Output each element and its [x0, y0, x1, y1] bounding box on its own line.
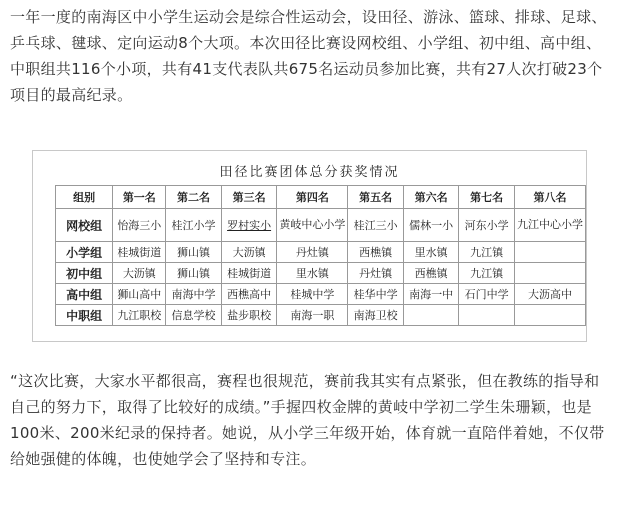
table-row: [56, 242, 586, 263]
table-cell: 石门中学: [459, 284, 515, 305]
table-cell: 黄岐中心小学: [277, 209, 348, 242]
table-cell: 桂城街道: [113, 242, 166, 263]
table-cell: 西樵镇: [403, 263, 459, 284]
row-group: 网校组: [56, 209, 113, 242]
table-cell: 盐步职校: [221, 305, 277, 326]
header-group: 组别: [56, 186, 113, 209]
table-cell: 南海中学: [166, 284, 222, 305]
table-cell: 狮山高中: [113, 284, 166, 305]
table-cell: 九江职校: [113, 305, 166, 326]
table-title: 田径比赛团体总分获奖情况: [219, 165, 400, 180]
awards-table-image: [32, 150, 587, 342]
table-cell: [514, 242, 585, 263]
table-cell: 西樵高中: [221, 284, 277, 305]
awards-table: [55, 185, 586, 326]
table-cell: 信息学校: [166, 305, 222, 326]
table-cell: 桂城中学: [277, 284, 348, 305]
table-cell: 大沥高中: [514, 284, 585, 305]
row-group: 高中组: [56, 284, 113, 305]
table-row: [56, 305, 586, 326]
table-cell: 狮山镇: [166, 263, 222, 284]
header-rank: 第二名: [166, 186, 222, 209]
header-rank: 第四名: [277, 186, 348, 209]
table-cell: 里水镇: [403, 242, 459, 263]
header-rank: 第七名: [459, 186, 515, 209]
table-cell: 里水镇: [277, 263, 348, 284]
header-rank: 第一名: [113, 186, 166, 209]
table-row: [56, 284, 586, 305]
table-cell: 桂华中学: [348, 284, 404, 305]
table-cell: 九江中心小学: [514, 209, 585, 242]
table-cell: 罗村实小: [221, 209, 277, 242]
table-cell: 南海一中: [403, 284, 459, 305]
header-rank: 第五名: [348, 186, 404, 209]
table-header-row: [56, 186, 586, 209]
header-rank: 第八名: [514, 186, 585, 209]
table-row: [56, 263, 586, 284]
intro-paragraph: 一年一度的南海区中小学生运动会是综合性运动会，设田径、游泳、篮球、排球、足球、乒乓球、毽球、定向运动8个大项。本次田径比赛设网校组、小学组、初中组、高中组、中职组共116个小项，共有41支代表队共675名运动员参加比赛，共有27人次打破23个项目的最高纪录。: [10, 8, 607, 104]
table-cell: [459, 305, 515, 326]
table-cell: 南海卫校: [348, 305, 404, 326]
table-cell: 九江镇: [459, 242, 515, 263]
table-cell: 大沥镇: [221, 242, 277, 263]
table-cell: 怡海三小: [113, 209, 166, 242]
row-group: 小学组: [56, 242, 113, 263]
table-cell: 丹灶镇: [348, 263, 404, 284]
table-cell: 桂城街道: [221, 263, 277, 284]
table-cell: 河东小学: [459, 209, 515, 242]
table-cell: 桂江三小: [348, 209, 404, 242]
header-rank: 第三名: [221, 186, 277, 209]
table-cell: [403, 305, 459, 326]
table-cell: 南海一职: [277, 305, 348, 326]
header-rank: 第六名: [403, 186, 459, 209]
table-cell: [514, 305, 585, 326]
table-cell: 桂江小学: [166, 209, 222, 242]
row-group: 初中组: [56, 263, 113, 284]
table-row: [56, 209, 586, 242]
table-cell: 西樵镇: [348, 242, 404, 263]
table-cell: 九江镇: [459, 263, 515, 284]
row-group: 中职组: [56, 305, 113, 326]
table-cell: 大沥镇: [113, 263, 166, 284]
table-cell: [514, 263, 585, 284]
table-cell: 丹灶镇: [277, 242, 348, 263]
table-cell: 儒林一小: [403, 209, 459, 242]
table-cell: 狮山镇: [166, 242, 222, 263]
quote-paragraph: “这次比赛，大家水平都很高，赛程也很规范，赛前我其实有点紧张，但在教练的指导和自己的努力下，取得了比较好的成绩。”手握四枚金牌的黄岐中学初二学生朱珊颖，也是100米、200米纪录的保持者。她说，从小学三年级开始，体育就一直陪伴着她，不仅带给她强健的体魄，也使她学会了坚持和专注。: [10, 372, 605, 468]
